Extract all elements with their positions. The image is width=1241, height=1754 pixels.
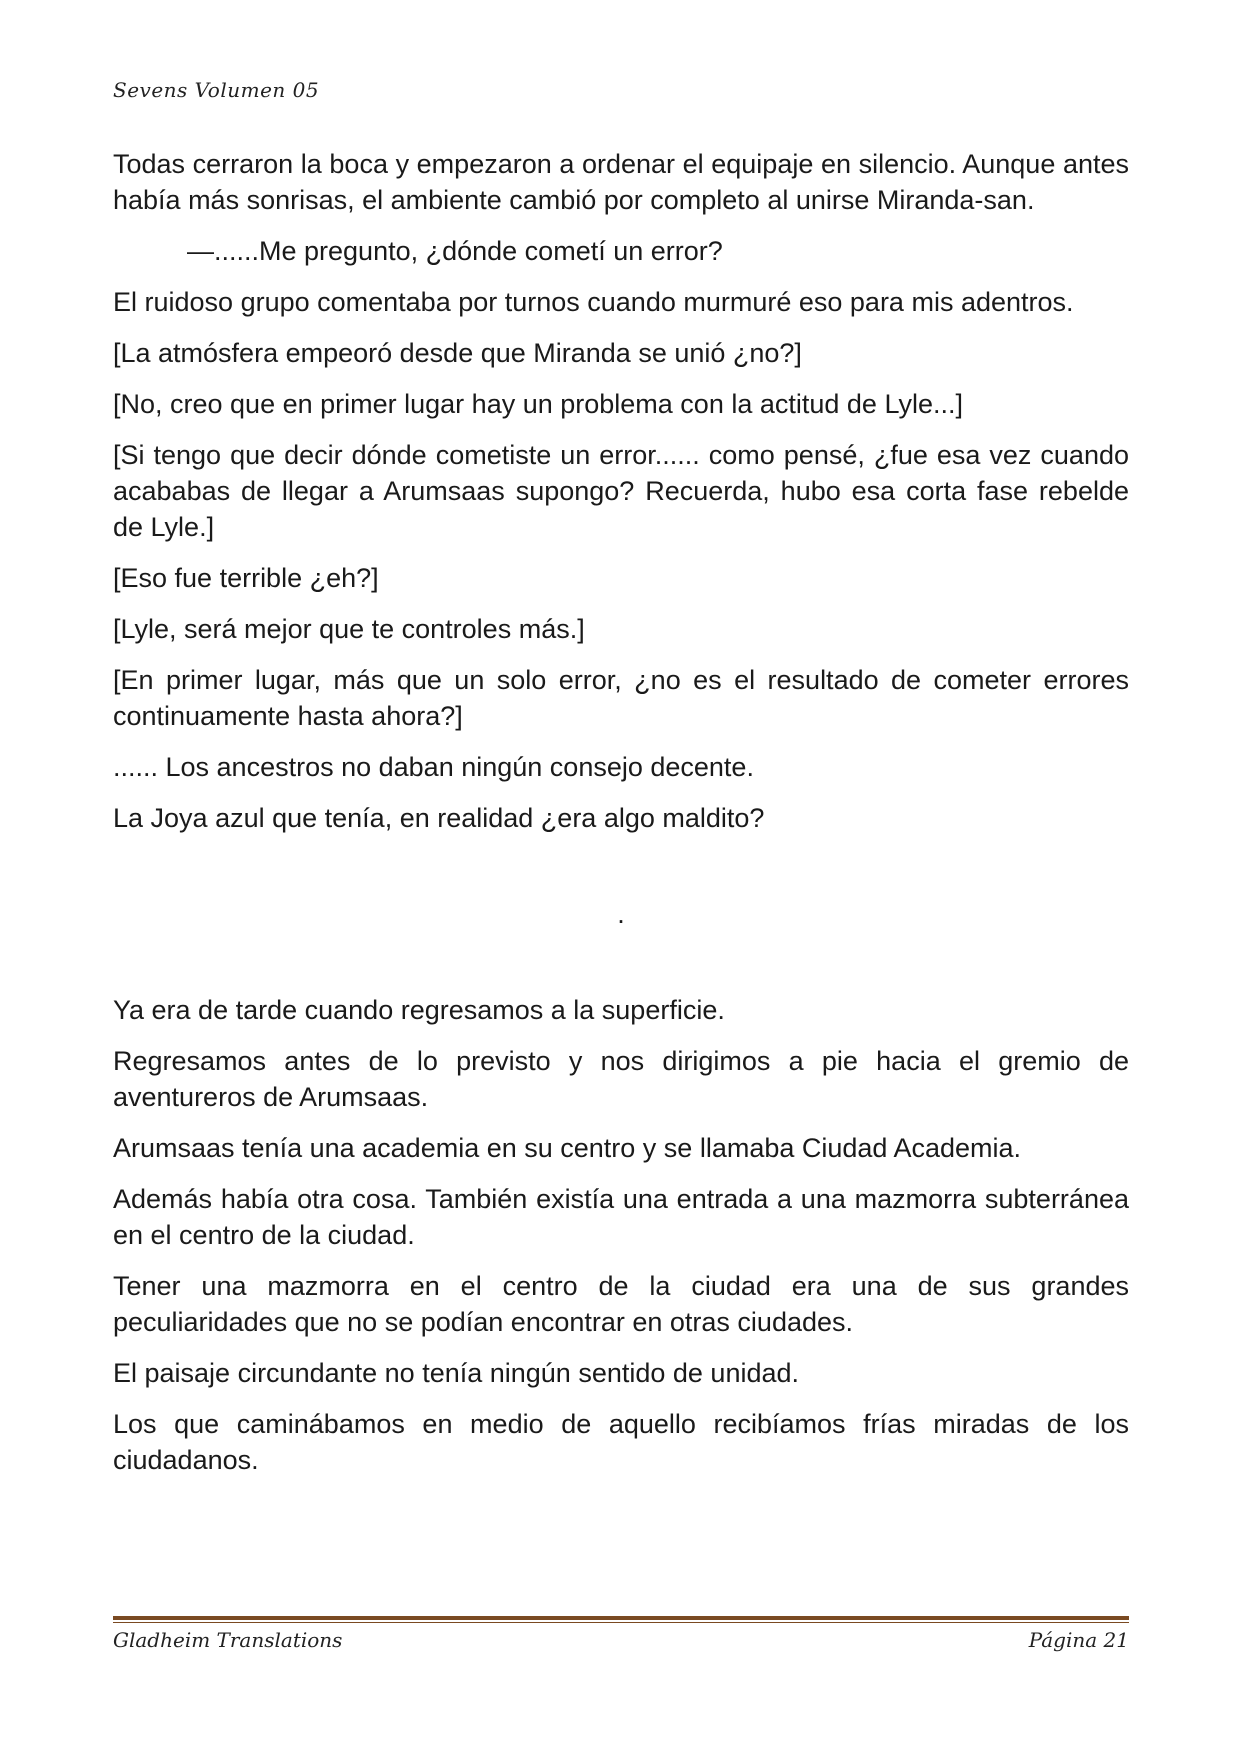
paragraph: Regresamos antes de lo previsto y nos dirigimos a pie hacia el gremio de aventureros de Arumsaas. [113,1046,1129,1112]
paragraph: [Lyle, será mejor que te controles más.] [113,614,585,644]
paragraph: ...... Los ancestros no daban ningún consejo decente. [113,752,754,782]
paragraph: —......Me pregunto, ¿dónde cometí un error? [187,236,723,266]
scene-break-marker: . [617,899,625,929]
footer-divider-thick [113,1616,1129,1620]
paragraph: [Eso fue terrible ¿eh?] [113,563,379,593]
paragraph: [No, creo que en primer lugar hay un problema con la actitud de Lyle...] [113,389,963,419]
page-number: Página 21 [1028,1628,1129,1652]
paragraph: Tener una mazmorra en el centro de la ciudad era una de sus grandes peculiaridades que no se podían encontrar en otras ciudades. [113,1271,1129,1337]
paragraph: [La atmósfera empeoró desde que Miranda se unió ¿no?] [113,338,802,368]
paragraph: Además había otra cosa. También existía una entrada a una mazmorra subterránea en el centro de la ciudad. [113,1184,1129,1250]
paragraph: Los que caminábamos en medio de aquello recibíamos frías miradas de los ciudadanos. [113,1409,1129,1475]
page-body [113,146,1129,1493]
paragraph: La Joya azul que tenía, en realidad ¿era algo maldito? [113,803,765,833]
page-header-title: Sevens Volumen 05 [113,78,320,102]
footer-divider-thin [113,1622,1129,1623]
paragraph: El paisaje circundante no tenía ningún sentido de unidad. [113,1358,800,1388]
footer-credit: Gladheim Translations [113,1628,343,1652]
paragraph: El ruidoso grupo comentaba por turnos cuando murmuré eso para mis adentros. [113,287,1074,317]
footer-divider [113,1616,1129,1624]
paragraph: [En primer lugar, más que un solo error, ¿no es el resultado de cometer errores continuamente hasta ahora?] [113,665,1129,731]
paragraph: Arumsaas tenía una academia en su centro y se llamaba Ciudad Academia. [113,1133,1022,1163]
paragraph: Todas cerraron la boca y empezaron a ordenar el equipaje en silencio. Aunque antes había más sonrisas, el ambiente cambió por completo al unirse Miranda-san. [113,149,1129,215]
paragraph: Ya era de tarde cuando regresamos a la superficie. [113,995,725,1025]
paragraph: [Si tengo que decir dónde cometiste un error...... como pensé, ¿fue esa vez cuando acababas de llegar a Arumsaas supongo? Recuerda, hubo esa corta fase rebelde de Lyle.] [113,440,1129,542]
